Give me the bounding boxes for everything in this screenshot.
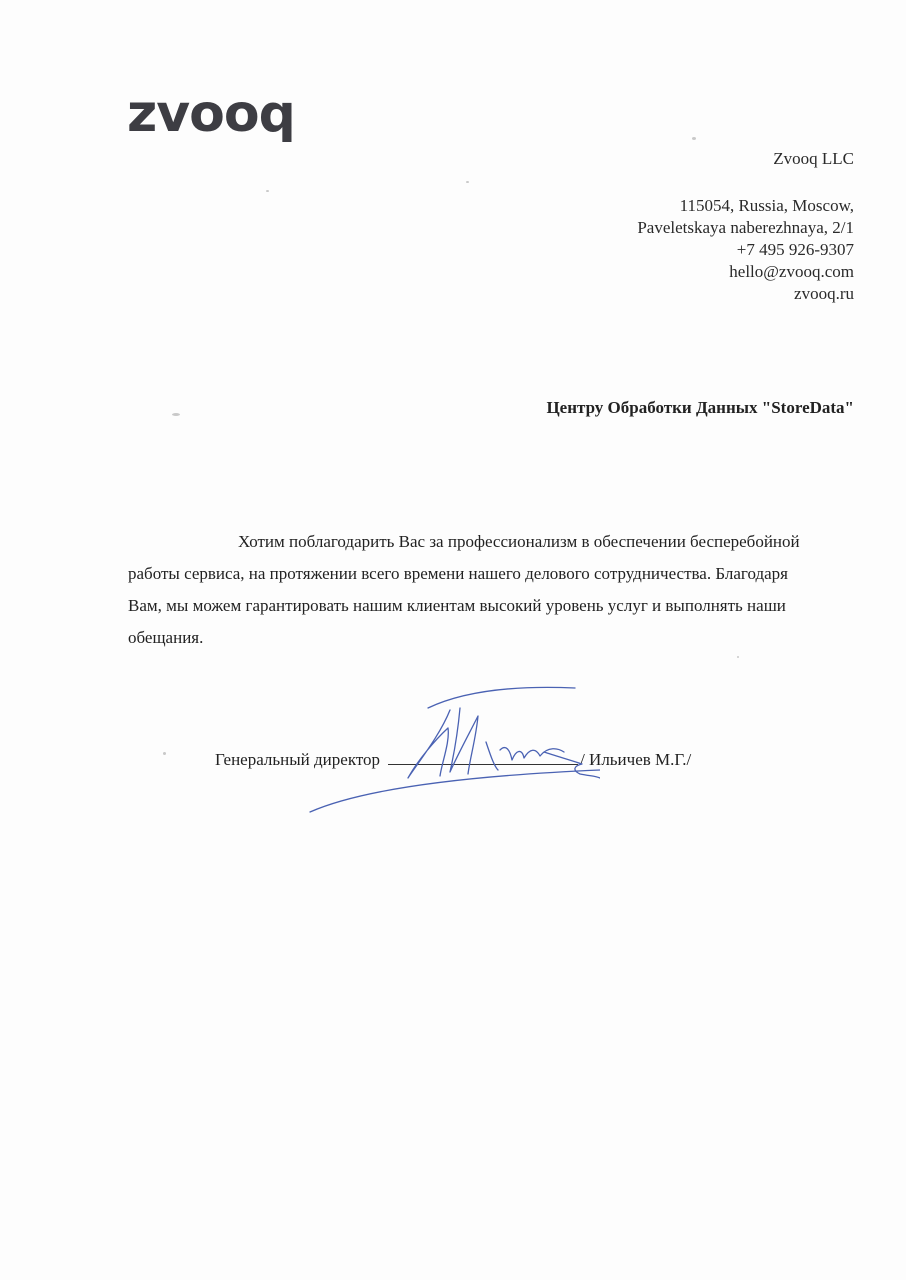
paper-speck (163, 752, 166, 755)
signature-line (215, 750, 691, 770)
sender-website: zvooq.ru (794, 284, 854, 303)
sender-email: hello@zvooq.com (729, 262, 854, 281)
paper-speck (266, 190, 269, 192)
paper-speck (692, 137, 696, 140)
signer-name: / Ильичев М.Г./ (580, 750, 692, 769)
sender-details (637, 148, 854, 305)
recipient-heading: Центру Обработки Данных "StoreData" (546, 398, 854, 417)
paper-speck (466, 181, 469, 183)
company-logo: zvooq (127, 84, 295, 144)
sender-company: Zvooq LLC (773, 149, 854, 168)
sender-address-line2: Paveletskaya naberezhnaya, 2/1 (637, 218, 854, 237)
paper-speck (172, 413, 180, 416)
paper-speck (737, 656, 739, 658)
letter-body: Хотим поблагодарить Вас за профессионализм в обеспечении бесперебойной работы сервиса, на протяжении всего времени нашего делового сотрудничества. Благодаря Вам, мы можем гарантировать нашим клиентам высокий уровень услуг и выполнять наши обещания. (128, 532, 800, 647)
signature-underline (388, 750, 578, 765)
sender-phone: +7 495 926-9307 (736, 240, 854, 259)
sender-address-line1: 115054, Russia, Moscow, (679, 196, 854, 215)
signer-position: Генеральный директор (215, 750, 381, 769)
